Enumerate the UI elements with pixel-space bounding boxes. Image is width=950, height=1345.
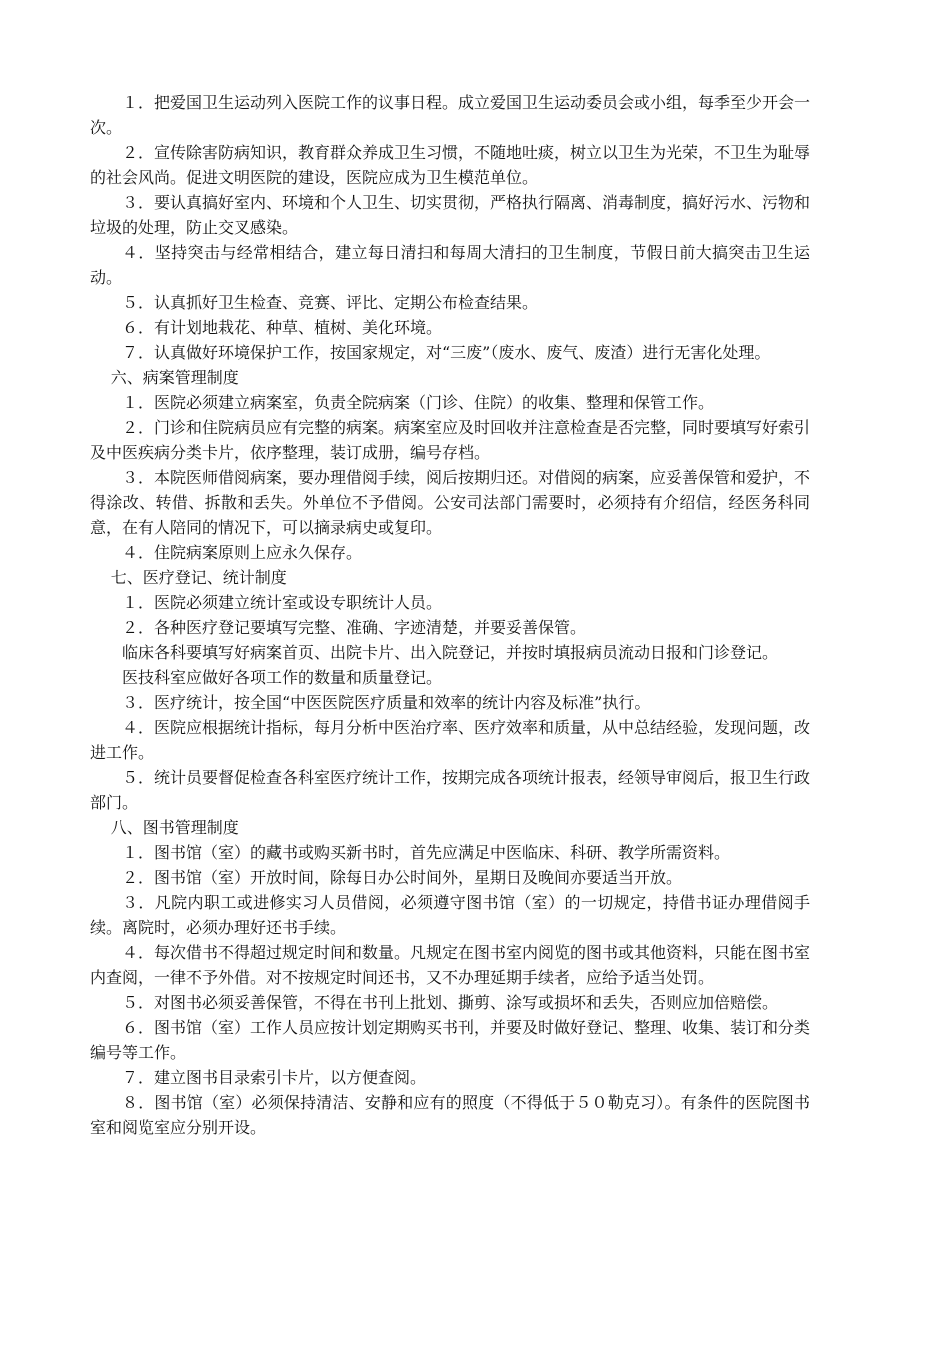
paragraph: ６．有计划地栽花、种草、植树、美化环境。 xyxy=(122,318,443,337)
paragraph: ４．住院病案原则上应永久保存。 xyxy=(122,543,363,562)
paragraph: 临床各科要填写好病案首页、出院卡片、出入院登记，并按时填报病员流动日报和门诊登记。 xyxy=(122,643,779,662)
paragraph: ２．宣传除害防病知识，教育群众养成卫生习惯，不随地吐痰，树立以卫生为光荣，不卫生为耻辱的社会风尚。促进文明医院的建设，医院应成为卫生模范单位。 xyxy=(90,143,811,187)
paragraph: ４．坚持突击与经常相结合，建立每日清扫和每周大清扫的卫生制度，节假日前大搞突击卫生运动。 xyxy=(90,243,810,287)
paragraph: ５．对图书必须妥善保管，不得在书刊上批划、撕剪、涂写或损坏和丢失，否则应加倍赔偿。 xyxy=(122,993,779,1012)
paragraph: ７．认真做好环境保护工作，按国家规定，对“三废”（废水、废气、废渣）进行无害化处理。 xyxy=(122,343,771,362)
paragraph: ５．统计员要督促检查各科室医疗统计工作，按期完成各项统计报表，经领导审阅后，报卫生行政部门。 xyxy=(90,768,811,812)
paragraph: ４．医院应根据统计指标，每月分析中医治疗率、医疗效率和质量，从中总结经验，发现问题，改进工作。 xyxy=(90,718,811,762)
paragraph: １．医院必须建立统计室或设专职统计人员。 xyxy=(122,593,443,612)
paragraph: ５．认真抓好卫生检查、竞赛、评比、定期公布检查结果。 xyxy=(122,293,539,312)
paragraph: ７．建立图书目录索引卡片，以方便查阅。 xyxy=(122,1068,427,1087)
paragraph: ２．门诊和住院病员应有完整的病案。病案室应及时回收并注意检查是否完整，同时要填写好索引及中医疾病分类卡片，依序整理，装订成册，编号存档。 xyxy=(90,418,811,462)
paragraph: １．把爱国卫生运动列入医院工作的议事日程。成立爱国卫生运动委员会或小组，每季至少开会一次。 xyxy=(90,93,811,137)
section-heading: 八、图书管理制度 xyxy=(110,818,239,837)
paragraph: １．图书馆（室）的藏书或购买新书时，首先应满足中医临床、科研、教学所需资料。 xyxy=(122,843,731,862)
document-body xyxy=(90,90,810,1140)
paragraph: ２．各种医疗登记要填写完整、准确、字迹清楚，并要妥善保管。 xyxy=(122,618,587,637)
section-heading: 六、病案管理制度 xyxy=(110,368,239,387)
paragraph: ３．本院医师借阅病案，要办理借阅手续，阅后按期归还。对借阅的病案，应妥善保管和爱护，不得涂改、转借、拆散和丢失。外单位不予借阅。公安司法部门需要时，必须持有介绍信，经医务科同意，在有人陪同的情况下，可以摘录病史或复印。 xyxy=(90,468,811,537)
paragraph: ６．图书馆（室）工作人员应按计划定期购买书刊，并要及时做好登记、整理、收集、装订和分类编号等工作。 xyxy=(90,1018,811,1062)
paragraph: 医技科室应做好各项工作的数量和质量登记。 xyxy=(122,668,443,687)
paragraph: ２．图书馆（室）开放时间，除每日办公时间外，星期日及晚间亦要适当开放。 xyxy=(122,868,683,887)
paragraph: ８．图书馆（室）必须保持清洁、安静和应有的照度（不得低于５０勒克习）。有条件的医院图书室和阅览室应分别开设。 xyxy=(90,1093,810,1137)
paragraph: ３．医疗统计，按全国“中医医院医疗质量和效率的统计内容及标准”执行。 xyxy=(122,693,651,712)
paragraph: ４．每次借书不得超过规定时间和数量。凡规定在图书室内阅览的图书或其他资料，只能在图书室内查阅，一律不予外借。对不按规定时间还书，又不办理延期手续者，应给予适当处罚。 xyxy=(90,943,811,987)
section-heading: 七、医疗登记、统计制度 xyxy=(110,568,287,587)
paragraph: ３．要认真搞好室内、环境和个人卫生、切实贯彻，严格执行隔离、消毒制度，搞好污水、污物和垃圾的处理，防止交叉感染。 xyxy=(90,193,811,237)
paragraph: ３．凡院内职工或进修实习人员借阅，必须遵守图书馆（室）的一切规定，持借书证办理借阅手续。离院时，必须办理好还书手续。 xyxy=(90,893,810,937)
paragraph: １．医院必须建立病案室，负责全院病案（门诊、住院）的收集、整理和保管工作。 xyxy=(122,393,715,412)
